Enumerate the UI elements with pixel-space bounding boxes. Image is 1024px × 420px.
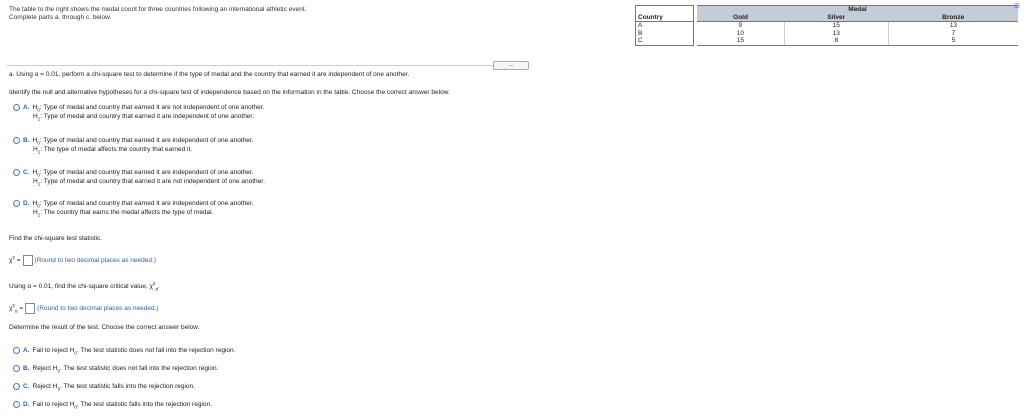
silver-cell: 15	[784, 22, 888, 30]
radio-button[interactable]	[13, 401, 20, 408]
critical-value-symbol: $\chi^2_\alpha$ =	[9, 303, 24, 314]
h0-text: Type of medal and country that earned it are independent of one another.	[43, 169, 254, 176]
bronze-cell: 13	[949, 22, 958, 29]
divider	[7, 65, 529, 66]
chi-square-hint: (Round to two decimal places as needed.)	[34, 257, 156, 265]
h0-text: Type of medal and country that earned it are independent of one another.	[43, 200, 254, 207]
result-option-b[interactable]: B. Reject $H_0$. The test statistic does not fall into the rejection region.	[13, 364, 218, 375]
identify-instruction: Identify the null and alternative hypotheses for a chi-square test of independence based on the information in the table. Choose the correct answer below.	[9, 89, 450, 96]
gold-cell: 15	[697, 37, 784, 45]
part-a-prompt: a. Using α = 0.01, perform a chi-square test to determine if the type of medal and the country that earned it are independent of one another.	[9, 71, 410, 78]
chi-square-row	[9, 254, 156, 266]
table-row	[636, 22, 1019, 30]
result-option-c[interactable]: C. Reject $H_0$. The test statistic falls into the rejection region.	[13, 382, 195, 393]
hypothesis-option-a[interactable]: A. $H_0$: Type of medal and country that earned it are not independent of one another.	[13, 103, 264, 114]
table-row	[636, 37, 1019, 45]
h1-text: The country that earns the medal affects the type of medal.	[43, 209, 214, 216]
radio-button[interactable]	[13, 137, 20, 144]
radio-button[interactable]	[13, 365, 20, 372]
chi-square-symbol: $\chi^2$ =	[9, 255, 21, 265]
intro-line-1: The table to the right shows the medal count for three countries following an international athletic event.	[9, 6, 307, 13]
intro-line-2: Complete parts a. through c. below.	[9, 14, 112, 21]
bronze-cell: 5	[888, 37, 1018, 45]
hypothesis-option-b-h1: $H_1$: The type of medal affects the country that earned it.	[33, 146, 193, 155]
radio-button[interactable]	[13, 104, 20, 111]
find-statistic-text: Find the chi-square test statistic.	[9, 235, 103, 242]
h0-text: Type of medal and country that earned it are not independent of one another.	[43, 104, 265, 111]
h1-text: Type of medal and country that earned it are independent of one another.	[43, 113, 255, 120]
result-option-a[interactable]: A. Fail to reject $H_0$. The test statistic does not fall into the rejection region.	[13, 346, 235, 357]
hypothesis-option-b[interactable]: B. $H_0$: Type of medal and country that earned it are independent of one another.	[13, 136, 254, 147]
country-cell: B	[636, 30, 694, 38]
country-cell: A	[636, 22, 694, 30]
gold-cell: 9	[697, 22, 784, 30]
chi-square-input[interactable]	[23, 255, 33, 266]
column-header-bronze: Bronze	[888, 14, 1018, 22]
medal-table	[635, 5, 1018, 46]
hypothesis-option-d-h1: $H_1$: The country that earns the medal affects the type of medal.	[33, 209, 214, 218]
silver-cell: 13	[784, 30, 888, 38]
table-row	[636, 30, 1019, 38]
country-cell: C	[636, 37, 694, 45]
radio-button[interactable]	[13, 200, 20, 207]
column-header-gold: Gold	[697, 14, 784, 22]
hypothesis-option-d[interactable]: D. $H_0$: Type of medal and country that earned it are independent of one another.	[13, 199, 254, 210]
country-header: Country	[636, 6, 694, 22]
intro-text	[9, 6, 306, 22]
hypothesis-option-c[interactable]: C. $H_0$: Type of medal and country that earned it are independent of one another.	[13, 168, 254, 179]
hypothesis-option-c-h1: $H_1$: Type of medal and country that earned it are not independent of one another.	[33, 178, 265, 187]
show-more-button[interactable]: ...	[493, 61, 529, 70]
determine-result-text: Determine the result of the test. Choose the correct answer below.	[9, 324, 200, 331]
radio-button[interactable]	[13, 347, 20, 354]
hypothesis-option-a-h1: $H_1$: Type of medal and country that earned it are independent of one another.	[33, 113, 255, 122]
critical-value-prompt: Using α = 0.01, find the chi-square critical value, $\chi^2_\alpha$.	[9, 281, 160, 292]
radio-button[interactable]	[13, 383, 20, 390]
silver-cell: 8	[784, 37, 888, 45]
critical-value-hint: (Round to two decimal places as needed.)	[37, 305, 159, 313]
radio-button[interactable]	[13, 169, 20, 176]
medal-group-header: Medal	[697, 6, 1018, 14]
gold-cell: 10	[697, 30, 784, 38]
expand-table-icon[interactable]: ⊞	[1014, 3, 1020, 10]
result-option-d[interactable]: D. Fail to reject $H_0$. The test statistic falls into the rejection region.	[13, 400, 212, 411]
critical-value-input[interactable]	[25, 303, 35, 314]
critical-value-row	[9, 302, 159, 315]
h0-text: Type of medal and country that earned it are independent of one another.	[43, 137, 254, 144]
h1-text: Type of medal and country that earned it are not independent of one another.	[43, 178, 265, 185]
h1-text: The type of medal affects the country that earned it.	[43, 146, 193, 153]
column-header-silver: Silver	[784, 14, 888, 22]
bronze-cell: 7	[951, 29, 956, 37]
